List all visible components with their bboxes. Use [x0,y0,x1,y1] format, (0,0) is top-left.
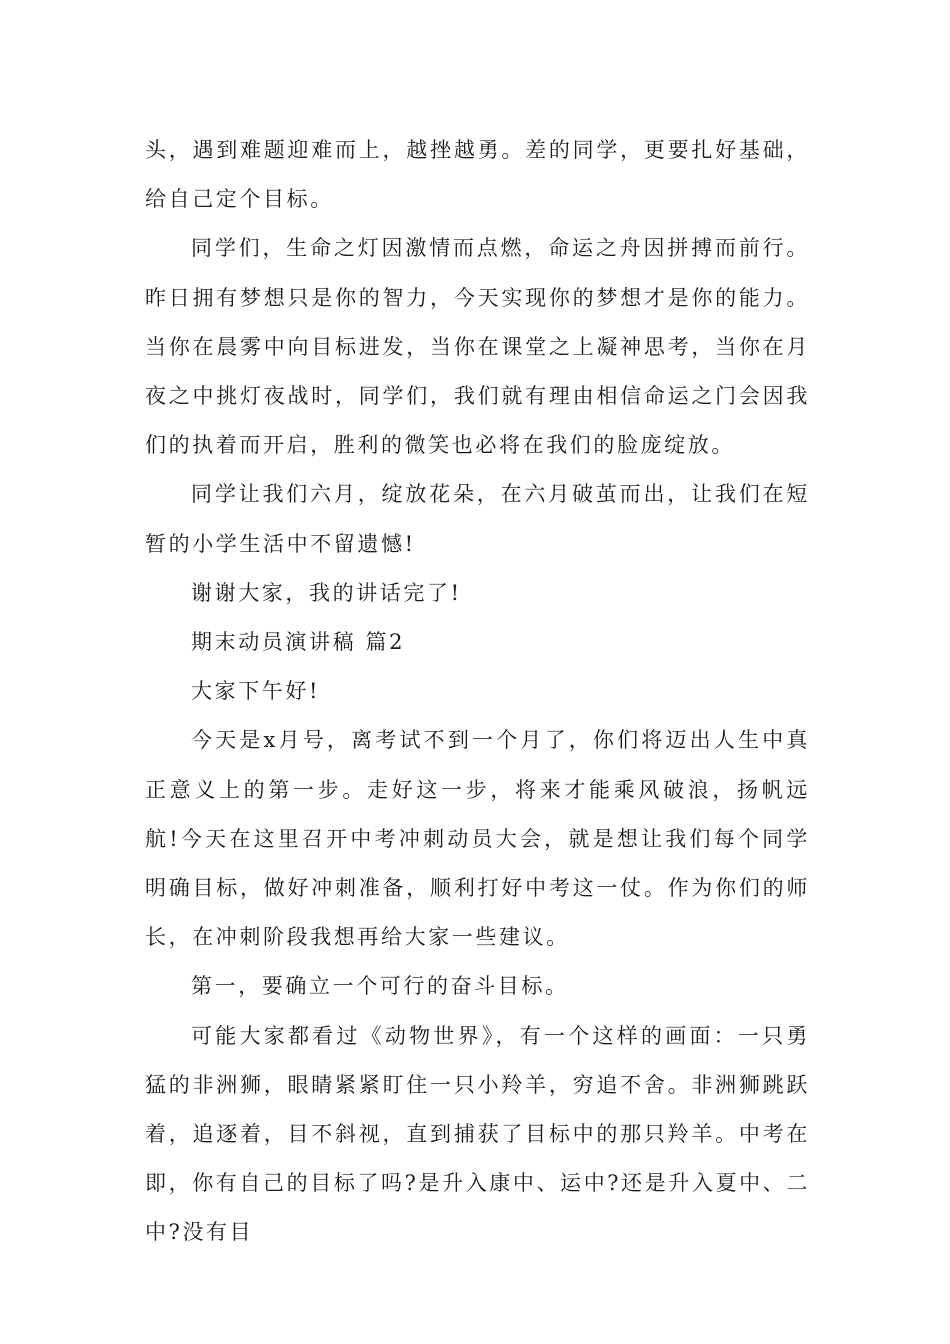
paragraph-life-lamp: 同学们，生命之灯因激情而点燃，命运之舟因拼搏而前行。昨日拥有梦想只是你的智力，今天实现你的梦想才是你的能力。当你在晨雾中向目标进发，当你在课堂之上凝神思考，当你在月夜之中挑灯夜战时，同学们，我们就有理由相信命运之门会因我们的执着而开启，胜利的微笑也必将在我们的脸庞绽放。 [145,236,810,458]
paragraph-animal-world: 可能大家都看过《动物世界》，有一个这样的画面：一只勇猛的非洲狮，眼睛紧紧盯住一只小羚羊，穷追不舍。非洲狮跳跃着，追逐着，目不斜视，直到捕获了目标中的那只羚羊。中考在即，你有自己的目标了吗?是升入康中、运中?还是升入夏中、二中?没有目 [145,1023,810,1245]
section-heading: 期末动员演讲稿 篇2 [191,630,406,655]
paragraph-june-bloom: 同学让我们六月，绽放花朵，在六月破茧而出，让我们在短暂的小学生活中不留遗憾! [145,482,810,556]
paragraph-exam-intro: 今天是x月号，离考试不到一个月了，你们将迈出人生中真正意义上的第一步。走好这一步，将来才能乘风破浪，扬帆远航!今天在这里召开中考冲刺动员大会，就是想让我们每个同学明确目标，做好冲刺准备，顺利打好中考这一仗。作为你们的师长，在冲刺阶段我想再给大家一些建议。 [145,728,810,950]
paragraph-continuation: 头，遇到难题迎难而上，越挫越勇。差的同学，更要扎好基础，给自己定个目标。 [145,138,810,212]
paragraph-thanks: 谢谢大家，我的讲话完了! [191,580,462,605]
paragraph-greeting: 大家下午好! [191,679,321,704]
document-body [145,126,810,1258]
paragraph-first-point: 第一，要确立一个可行的奋斗目标。 [191,974,569,999]
